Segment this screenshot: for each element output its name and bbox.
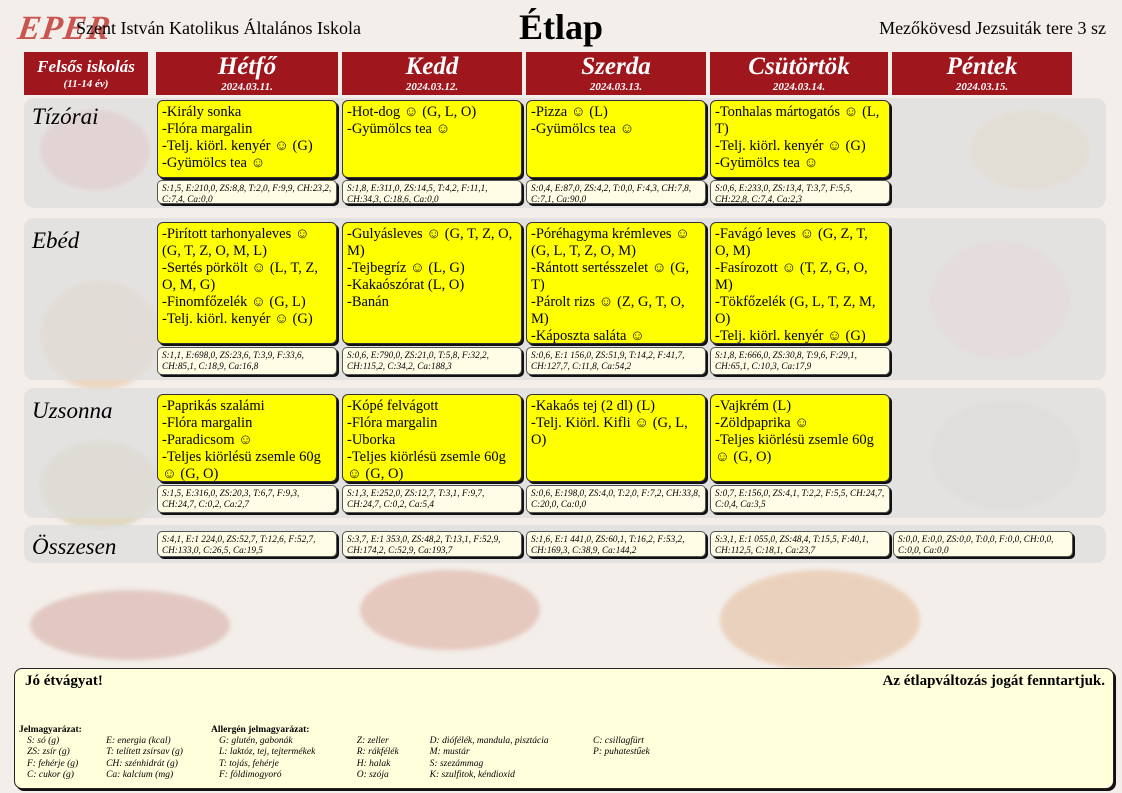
nutrition-info: S:0,6, E:233,0, ZS:13,4, T:3,7, F:5,5, CH:22,8, C:7,4, Ca:2,3 [710, 180, 890, 204]
day-name: Hétfő [217, 53, 277, 80]
allergen-entry: L: laktóz, tej, tejtermékek [219, 747, 316, 758]
school-address: Mezőkövesd Jezsuiták tere 3 sz [879, 18, 1106, 38]
menu-item: -Telj. kiörl. kenyér ☺ (G) [715, 138, 866, 154]
school-name: Szent István Katolikus Általános Iskola [76, 18, 361, 38]
menu-item: -Tonhalas mártogatós ☺ (L, T) [715, 104, 880, 137]
menu-item: -Telj. kiörl. kenyér ☺ (G) [162, 311, 313, 327]
meal-label-osszesen: Összesen [32, 534, 117, 559]
nutrition-info: S:1,8, E:311,0, ZS:14,5, T:4,2, F:11,1, CH:34,3, C:18,6, Ca:0,0 [342, 180, 522, 204]
menu-cell-thursday [710, 100, 890, 178]
menu-item: -Telj. kiörl. kenyér ☺ (G) [162, 138, 313, 154]
menu-item: -Hot-dog ☺ (G, L, O) [347, 104, 477, 120]
allergen-rows [211, 736, 711, 781]
footer-panel [14, 668, 1114, 789]
menu-item: -Póréhagyma krémleves ☺ (G, L, T, Z, O, M) [531, 226, 690, 259]
legend-entry: C: cukor (g) [27, 769, 74, 780]
menu-cell-thursday [710, 222, 890, 344]
day-name: Kedd [405, 53, 459, 80]
legend-entry: Ca: kalcium (mg) [106, 769, 174, 780]
daily-total-nutrition: S:1,6, E:1 441,0, ZS:60,1, T:16,2, F:53,2, CH:169,3, C:38,9, Ca:144,2 [526, 531, 706, 557]
allergen-legend-title: Allergén jelmagyarázat: [211, 725, 310, 735]
day-name: Szerda [581, 53, 651, 80]
menu-item: -Tejbegríz ☺ (L, G) [347, 260, 465, 276]
allergen-entry: D: diófélék, mandula, pisztácia [429, 736, 549, 747]
nutrition-info: S:1,5, E:316,0, ZS:20,3, T:6,7, F:9,3, CH:24,7, C:0,2, Ca:2,7 [157, 485, 337, 513]
menu-cell-wednesday [526, 394, 706, 482]
day-header-wednesday [526, 52, 706, 95]
menu-cell-tuesday [342, 394, 522, 482]
menu-item: -Flóra margalin [162, 121, 253, 137]
menu-cell-monday [157, 100, 337, 178]
menu-item: -Gyümölcs tea ☺ [715, 155, 819, 171]
menu-item: -Finomfőzelék ☺ (G, L) [162, 294, 306, 310]
allergen-entry [585, 759, 711, 770]
day-header-monday [156, 52, 338, 95]
legend-title: Jelmagyarázat: [19, 725, 82, 735]
day-date: 2024.03.11. [221, 81, 273, 93]
meal-label-ebed: Ebéd [32, 228, 80, 253]
menu-item: -Kakaószórat (L, O) [347, 277, 465, 293]
allergen-entry: P: puhatestűek [593, 747, 650, 758]
menu-item: -Flóra margalin [347, 415, 438, 431]
daily-total-nutrition: S:3,7, E:1 353,0, ZS:48,2, T:13,1, F:52,9, CH:174,2, C:52,9, Ca:193,7 [342, 531, 522, 557]
day-name: Csütörtök [748, 53, 850, 80]
legend-entry: F: fehérje (g) [27, 758, 79, 769]
menu-item: -Pizza ☺ (L) [531, 104, 608, 120]
page-title: Étlap [518, 7, 604, 47]
day-date: 2024.03.12. [405, 81, 459, 93]
menu-item: -Gyümölcs tea ☺ [162, 155, 266, 171]
menu-item: -Gyümölcs tea ☺ [347, 121, 451, 137]
menu-item: -Teljes kiörlésü zsemle 60g ☺ (G, O) [162, 449, 321, 482]
allergen-entry: F: földimogyoró [219, 769, 282, 780]
group-label: Felsős iskolás [37, 57, 135, 76]
menu-item: -Kakaós tej (2 dl) (L) [531, 398, 656, 414]
nutrition-info: S:1,3, E:252,0, ZS:12,7, T:3,1, F:9,7, CH:24,7, C:0,2, Ca:5,4 [342, 485, 522, 513]
allergen-entry: Z: zeller [356, 736, 389, 747]
menu-cell-wednesday [526, 222, 706, 344]
menu-item: -Kópé felvágott [347, 398, 439, 414]
nutrition-info: S:0,6, E:1 156,0, ZS:51,9, T:14,2, F:41,7, CH:127,7, C:11,8, Ca:54,2 [526, 347, 706, 375]
menu-cell-tuesday [342, 100, 522, 178]
menu-item: -Teljes kiörlésü zsemle 60g ☺ (G, O) [715, 432, 874, 465]
menu-item: -Paradicsom ☺ [162, 432, 253, 448]
background-food-decoration [30, 590, 230, 660]
legend-entry: E: energia (kcal) [106, 736, 171, 747]
allergen-entry: R: rákfélék [356, 747, 399, 758]
menu-item: -Teljes kiörlésü zsemle 60g ☺ (G, O) [347, 449, 506, 482]
allergen-entry: H: halak [356, 758, 391, 769]
day-header-thursday [710, 52, 888, 95]
background-food-decoration [360, 570, 540, 650]
menu-cell-tuesday [342, 222, 522, 344]
allergen-entry: K: szulfitok, kéndioxid [429, 769, 515, 780]
allergen-entry [585, 770, 711, 781]
menu-cell-monday [157, 222, 337, 344]
eper-logo: EPER [15, 10, 114, 47]
nutrition-info: S:0,7, E:156,0, ZS:4,1, T:2,2, F:5,5, CH:24,7, C:0,4, Ca:3,5 [710, 485, 890, 513]
menu-item: -Zöldpaprika ☺ [715, 415, 810, 431]
menu-item: -Király sonka [162, 104, 242, 120]
day-name: Péntek [946, 53, 1018, 80]
day-header-tuesday [342, 52, 522, 95]
change-notice: Az étlapváltozás jogát fenntartjuk. [882, 673, 1105, 689]
group-age: (11-14 év) [63, 78, 109, 90]
menu-cell-monday [157, 394, 337, 482]
menu-item: -Gyümölcs tea ☺ [531, 121, 635, 137]
daily-total-nutrition: S:0,0, E:0,0, ZS:0,0, T:0,0, F:0,0, CH:0,0, C:0,0, Ca:0,0 [893, 531, 1073, 557]
day-date: 2024.03.14. [772, 81, 826, 93]
greeting: Jó étvágyat! [25, 673, 103, 689]
daily-total-nutrition: S:4,1, E:1 224,0, ZS:52,7, T:12,6, F:52,7, CH:133,0, C:26,5, Ca:19,5 [157, 531, 337, 557]
allergen-entry: C: csillagfürt [593, 736, 644, 747]
menu-item: -Párolt rizs ☺ (Z, G, T, O, M) [531, 294, 685, 327]
menu-item: -Tökfőzelék (G, L, T, Z, M, O) [715, 294, 876, 327]
day-header-friday [892, 52, 1072, 95]
nutrition-info: S:0,4, E:87,0, ZS:4,2, T:0,0, F:4,3, CH:7,8, C:7,1, Ca:90,0 [526, 180, 706, 204]
menu-item: -Paprikás szalámi [162, 398, 265, 414]
menu-item: -Telj. kiörl. kenyér ☺ (G) [715, 328, 866, 344]
menu-item: -Sertés pörkölt ☺ (L, T, Z, O, M, G) [162, 260, 319, 293]
menu-item: -Pirított tarhonyaleves ☺ (G, T, Z, O, M, L) [162, 226, 310, 259]
nutrition-info: S:1,8, E:666,0, ZS:30,8, T:9,6, F:29,1, CH:65,1, C:10,3, Ca:17,9 [710, 347, 890, 375]
day-date: 2024.03.13. [589, 81, 643, 93]
allergen-entry: M: mustár [429, 747, 470, 758]
allergen-legend [211, 725, 711, 781]
menu-item: -Telj. Kiörl. Kifli ☺ (G, L, O) [531, 415, 688, 448]
menu-cell-wednesday [526, 100, 706, 178]
menu-item: -Banán [347, 294, 389, 310]
menu-item: -Gulyásleves ☺ (G, T, Z, O, M) [347, 226, 513, 259]
nutrition-info: S:0,6, E:198,0, ZS:4,0, T:2,0, F:7,2, CH:33,8, C:20,0, Ca:0,0 [526, 485, 706, 513]
nutrition-info: S:1,1, E:698,0, ZS:23,6, T:3,9, F:33,6, CH:85,1, C:18,9, Ca:16,8 [157, 347, 337, 375]
menu-item: -Flóra margalin [162, 415, 253, 431]
menu-item: -Káposzta saláta ☺ [531, 328, 645, 344]
legend-entry: S: só (g) [27, 736, 60, 747]
meal-label-tizorai: Tízórai [32, 104, 99, 129]
nutrition-info: S:0,6, E:790,0, ZS:21,0, T:5,8, F:32,2, CH:115,2, C:34,2, Ca:188,3 [342, 347, 522, 375]
menu-item: -Rántott sertésszelet ☺ (G, T) [531, 260, 690, 293]
legend-entry: ZS: zsír (g) [27, 747, 70, 758]
background-food-decoration [720, 570, 920, 670]
allergen-entry: O: szója [356, 769, 389, 780]
nutrition-legend [19, 725, 209, 781]
menu-item: -Favágó leves ☺ (G, Z, T, O, M) [715, 226, 868, 259]
menu-item: -Vajkrém (L) [715, 398, 792, 414]
legend-rows [19, 736, 209, 781]
daily-total-nutrition: S:3,1, E:1 055,0, ZS:48,4, T:15,5, F:40,1, CH:112,5, C:18,1, Ca:23,7 [710, 531, 890, 557]
meal-label-uzsonna: Uzsonna [32, 398, 113, 423]
legend-entry: CH: szénhidrát (g) [106, 758, 178, 769]
day-date: 2024.03.15. [955, 81, 1009, 93]
nutrition-info: S:1,5, E:210,0, ZS:8,8, T:2,0, F:9,9, CH:23,2, C:7,4, Ca:0,0 [157, 180, 337, 204]
allergen-entry: T: tojás, fehérje [219, 758, 279, 769]
menu-cell-thursday [710, 394, 890, 482]
allergen-entry: G: glutén, gabonák [219, 736, 293, 747]
legend-entry: T: telített zsírsav (g) [106, 747, 183, 758]
group-header [24, 52, 148, 95]
menu-item: -Uborka [347, 432, 396, 448]
menu-item: -Fasírozott ☺ (T, Z, G, O, M) [715, 260, 868, 293]
allergen-entry: S: szezámmag [429, 758, 484, 769]
